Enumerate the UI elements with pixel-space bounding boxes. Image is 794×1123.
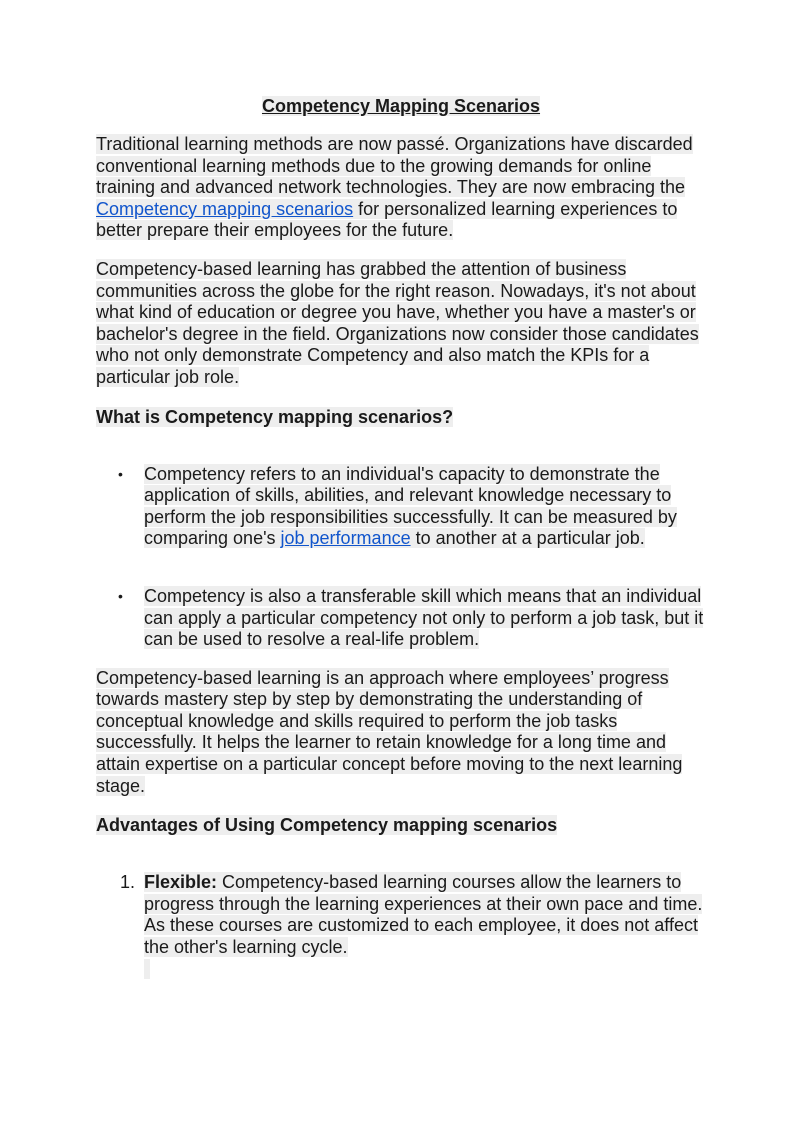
bullet-marker: •: [118, 587, 123, 604]
intro-text-before-link: Traditional learning methods are now passé. Organizations have discarded conventional learning methods due to the growing demands for online training and advanced network technologies. They are now embracing the: [96, 134, 693, 198]
empty-line-highlight: [144, 959, 150, 979]
list-number: 1.: [120, 872, 136, 893]
bullet-text: Competency is also a transferable skill which means that an individual can apply a particular competency not only to perform a job task, but it can be used to resolve a real-life problem.: [144, 585, 704, 650]
advantage-label: Flexible:: [144, 872, 218, 893]
heading-what-is: What is Competency mapping scenarios?: [96, 406, 454, 427]
bullet-text-before-link: Competency refers to an individual's capacity to demonstrate the application of skills, abilities, and relevant knowledge necessary to perform the job responsibilities successfully. It can be measured by comparing one's: [144, 463, 677, 549]
list-item: [96, 872, 706, 958]
intro-paragraph: [96, 134, 706, 242]
intro-text-after-link: for personalized learning experiences to better prepare their employees for the future.: [96, 198, 678, 241]
list-item: [96, 464, 706, 550]
bullet-text-after-link: to another at a particular job.: [410, 528, 645, 549]
definition-bullet-list: [96, 464, 706, 651]
heading-advantages: Advantages of Using Competency mapping scenarios: [96, 815, 558, 836]
paragraph-3: Competency-based learning is an approach where employees’ progress towards mastery step by step by demonstrating the understanding of conceptual knowledge and skills required to perform the job tasks successfully. It helps the learner to retain knowledge for a long time and attain expertise on a particular concept before moving to the next learning stage.: [96, 667, 683, 796]
bullet-marker: •: [118, 465, 123, 482]
competency-mapping-link[interactable]: Competency mapping scenarios: [96, 198, 354, 219]
document-title: Competency Mapping Scenarios: [261, 96, 541, 116]
list-item: [96, 586, 706, 651]
document-page: [96, 94, 706, 979]
advantage-text: Competency-based learning courses allow the learners to progress through the learning experiences at their own pace and time. As these courses are customized to each employee, it does not affect the other's learning cycle.: [144, 872, 703, 958]
advantages-list: [96, 872, 706, 958]
job-performance-link[interactable]: job performance: [280, 528, 411, 549]
paragraph-2: Competency-based learning has grabbed the attention of business communities across the globe for the right reason. Nowadays, it's not about what kind of education or degree you have, whether you have a master's or bachelor's degree in the field. Organizations now consider those candidates who not only demonstrate Competency and also match the KPIs for a particular job role.: [96, 258, 699, 387]
